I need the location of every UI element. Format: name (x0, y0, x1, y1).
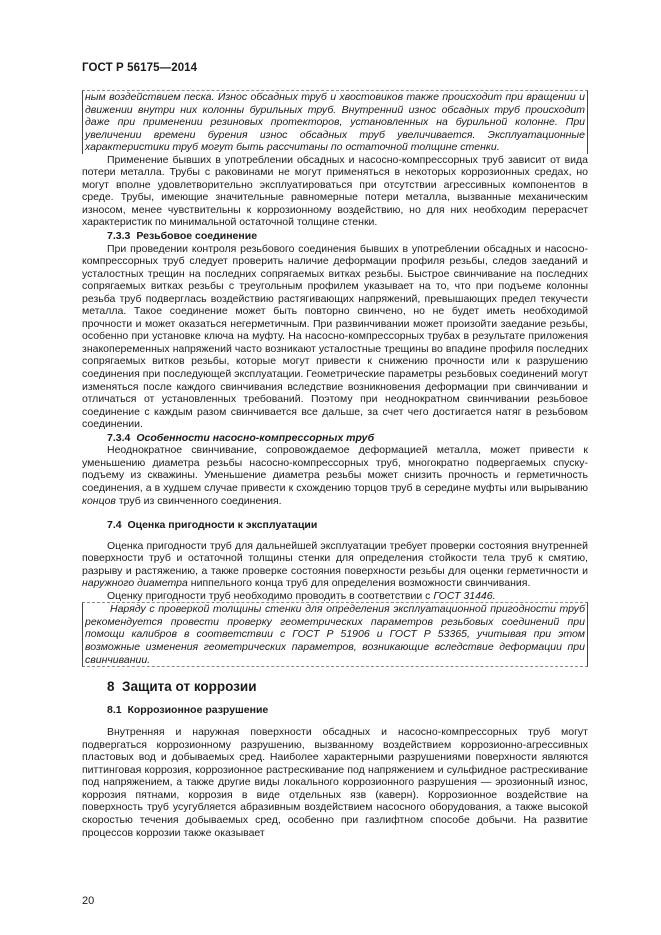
section-number: 7.3.3 (107, 230, 131, 243)
section-title: Защита от коррозии (122, 679, 257, 695)
paragraph-eval-2-main: Оценку пригодности труб необходимо проводить в соответствии с (107, 589, 431, 602)
page-body (82, 90, 588, 839)
page-number: 20 (82, 895, 95, 907)
section-8-1-heading (107, 704, 588, 717)
section-number: 7.4 (107, 519, 122, 532)
paragraph-thread-boxed: резьбовое соединение с каждым разом свинчивается все дальше, за счет чего достигается натяг в резьбовом соединении. (82, 393, 588, 431)
section-title: Резьбовое соединение (136, 230, 258, 243)
section-title: Коррозионное разрушение (127, 703, 269, 716)
section-7-3-4-heading (107, 432, 588, 445)
paragraph-tubing-italic: концов (82, 494, 116, 507)
document-header: ГОСТ Р 56175—2014 (82, 62, 198, 74)
section-title: Особенности насосно-компрессорных труб (136, 431, 375, 444)
section-number: 8.1 (107, 703, 122, 716)
paragraph-thread (82, 243, 588, 431)
paragraph-thread-main: При проведении контроля резьбового соединения бывших в употреблении обсадных и насосно-компрессорных труб следует проверить наличие деформации профиля резьбы, следов заеданий и усталостных трещин на последних сопрягаемых витках резьбы. Быстрое свинчивание на последних сопрягаемых витках резьбы с треугольным профилем указывает на то, что при подъеме колонны резьба труб подверглась воздействию растягивающих напряжений, превышающих предел текучести металла. Такое соединение может быть повторно свинчено, но не будет иметь необходимой прочности и может оказаться негерметичным. При развинчивании может произойти заедание резьбы, особенно при установке ключа на муфту. На насосно-компрессорных трубах в результате приложения знакопеременных напряжений часто возникают усталостные трещины во впадине профиля последних сопрягаемых витков резьбы, которые могут привести к снижению прочности или к разрушению соединения при последующей эксплуатации. Геометрические параметры резьбовых соединений могут изменяться после каждого свинчивания вследствие возникновения деформации при свинчивании и отличаться от установленных требований. Поэтому при неоднократном свинчивании (82, 242, 588, 406)
paragraph-eval-2 (82, 590, 588, 603)
section-number: 8 (107, 679, 115, 695)
paragraph-eval-main: Оценка пригодности труб для дальнейшей эксплуатации требует проверки состояния внутренней поверхности труб и остаточной толщины стенки для определения стойкости тела труб к смятию, разрыву и растяжению, а также проверке состояния поверхности резьбы для оценки герметичности и (82, 539, 588, 577)
section-7-3-3-heading (107, 230, 588, 243)
paragraph-eval (82, 540, 588, 590)
section-number: 7.3.4 (107, 431, 131, 444)
paragraph-eval-end: ниппельного конца труб для определения возможности свинчивания. (190, 577, 531, 590)
paragraph-eval-2-ref: ГОСТ 31446. (433, 589, 496, 602)
paragraph-corrosion: Внутренняя и наружная поверхности обсадных и насосно-компрессорных труб могут подвергаться коррозионному разрушению, вызванному воздействием коррозионно-агрессивных пластовых вод и добываемых сред. Наиболее характерными разрушениями поверхности являются питтинговая коррозия, коррозионное растрескивание под напряжением и сульфидное растрескивание под напряжением, а также другие виды локального коррозионного разрушения — эрозионный износ, коррозия пятнами, коррозия в виде отдельных язв (каверн). Коррозионное воздействие на поверхность труб усугубляется абразивным воздействием насосного оборудования, а также высокой скоростью течения добываемых сред, особенно при газлифтном способе добычи. На развитие процессов коррозии также оказывает (82, 726, 588, 839)
paragraph-eval-italic: наружного диаметра (82, 577, 188, 590)
section-8-heading (107, 681, 588, 694)
paragraph-tubing-main: Неоднократное свинчивание, сопровождаемое деформацией металла, может привести к уменьшению диаметра резьбы насосно-компрессорных труб, многократно подвергаемых спуску-подъему из скважины. Уменьшение диаметра резьбы может снизить прочность и герметичность соединения, а в худшем случае привести к схождению торцов труб в середине муфты или вырыванию (82, 444, 588, 494)
section-title: Оценка пригодности к эксплуатации (127, 519, 318, 532)
paragraph-tubing-end: труб из свинченного соединения. (118, 494, 282, 507)
paragraph-intro-italic: ным воздействием песка. Износ обсадных труб и хвостовиков также происходит при вращении и движении внутри них колонны бурильных труб. Внутренний износ обсадных труб происходит даже при применении резиновых протекторов, установленных на бурильной колонне. При увеличении времени бурения износ обсадных труб увеличивается. Эксплуатационные характеристики труб могут быть рассчитаны по остаточной толщине стенки. (82, 90, 588, 154)
paragraph-tubing (82, 444, 588, 507)
paragraph-reuse: Применение бывших в употреблении обсадных и насосно-компрессорных труб зависит от вида потери металла. Трубы с раковинами не могут применяться в некоторых коррозионных средах, но могут вполне удовлетворительно эксплуатироваться при отсутствии агрессивных компонентов в среде. Трубы, имеющие значительные равномерные потери металла, вызванные механическим износом, менее чувствительны к коррозионному воздействию, но для них необходим перерасчет характеристик по минимальной остаточной толщине стенки. (82, 153, 588, 229)
section-7-4-heading (107, 519, 588, 532)
paragraph-eval-3-italic: Наряду с проверкой толщины стенки для определения эксплуатационной пригодности труб рекомендуется провести проверку геометрических параметров резьбовых соединений при помощи калибров в соответствии с ГОСТ Р 51906 и ГОСТ Р 53365, учитывая при этом возможные изменения геометрических параметров, возникающие вследствие деформации при свинчивании. (82, 602, 588, 667)
